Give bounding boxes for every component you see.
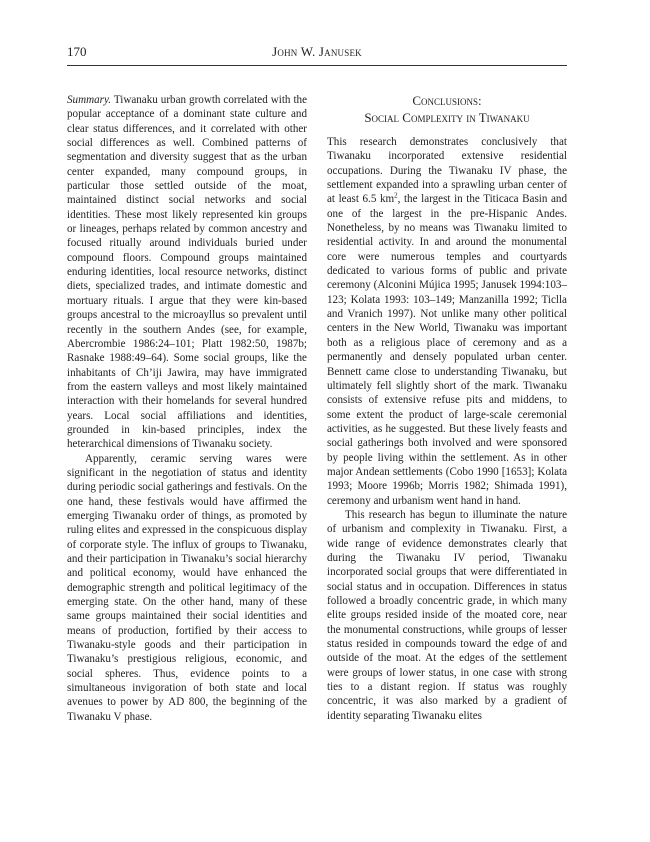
section-title: [327, 92, 567, 126]
left-column: [67, 93, 307, 724]
ceramic-text-1: Apparently, ceramic serving wares were significant in the negotiation of status and identity during periodic social gatherings and festivals. On the one hand, these festivals would have affirmed the emerging Tiwanaku order of things, as promoted by ruling elites and expressed in the conspicuous display of corporate style. The influx of groups to Tiwanaku, and their participation in Tiwanaku’s social hierarchy and political economy, would have enhanced the demographic strength and political legitimacy of the emerging state. On the other hand, many of these same groups maintained their social identities and means of production, fortified by their access to Tiwanaku-style goods and their participation in Tiwanaku’s prestigious religious, economic, and social spheres. Thus, evidence points to a simultaneous invigoration of both state and local avenues to power by: [67, 452, 307, 709]
section-title-line2: Social Complexity in Tiwanaku: [364, 110, 530, 125]
summary-paragraph: [67, 93, 307, 452]
conclusions-paragraph-2: This research has begun to illuminate the nature of urbanism and complexity in Tiwanaku. First, a wide range of evidence demonstrates clearly that during the Tiwanaku IV period, Tiwanaku incorporated social groups that were differentiated in social status and in occupation. Differences in status followed a broadly concentric grade, in which many elite groups resided inside of the moated core, near the monumental constructions, while groups of lesser status resided in compounds toward the edge of and outside of the moat. At the edges of the settlement were groups of lower status, in one case with strong ties to a distant region. If status was roughly concentric, it was also marked by a gradient of identity separating Tiwanaku elites: [327, 508, 567, 722]
conclusions-text-1a: This research demonstrates conclusively that Tiwanaku incorporated extensive residential occupations. During the Tiwanaku IV phase, the settlement expanded into a sprawling urban center of at least 6.5 km: [327, 136, 567, 206]
summary-label: Summary.: [67, 94, 112, 106]
running-head: John W. Janusek: [272, 44, 362, 59]
header-rule: [67, 65, 567, 66]
page-header: [67, 44, 567, 62]
ceramic-paragraph: [67, 452, 307, 725]
superscript-2: 2: [394, 191, 398, 200]
conclusions-text-1b: , the largest in the Titicaca Basin and one of the largest in the pre-Hispanic Andes. Nonetheless, by no means was Tiwanaku limited to residential activity. In and around the monumental core were numerous temples and courtyards dedicated to various forms of public and private ceremony (Alconini Mújica 1995; Janusek 1994:103–123; Kolata 1993: 103–149; Manzanilla 1992; Ticlla and Vranich 1997). Not unlike many other political centers in the New World, Tiwanaku was important both as a religious place of ceremony and as a permanently and densely populated urban center. Bennett came close to understanding Tiwanaku, but ultimately fell slightly short of the mark. Tiwanaku consists of extensive refuse pits and middens, to some extent the product of large-scale ceremonial activities, as he suggested. But these lively feasts and social gatherings both involved and were sponsored by people living within the settlement. As in other major Andean settlements (Cobo 1990 [1653]; Kolata 1993; Moore 1996b; Morris 1982; Shimada 1991), ceremony and urbanism went hand in hand.: [327, 193, 567, 507]
right-column: [327, 92, 567, 723]
page-number: 170: [67, 44, 87, 59]
conclusions-paragraph-1: [327, 135, 567, 508]
section-title-line1: Conclusions:: [412, 93, 482, 108]
era-label: AD: [168, 696, 185, 709]
ceramic-text-2: 800, the beginning of the Tiwanaku V phase.: [67, 696, 307, 723]
summary-text: Tiwanaku urban growth correlated with the popular acceptance of a dominant state culture and clear status differences, and it correlated with other social differences as well. Combined patterns of segmentation and diversity suggest that as the urban center expanded, many compound groups, in particular those settled outside of the moat, maintained distinct social networks and social identities. These most likely represented kin groups or lineages, perhaps related by common ancestry and focused ritually around individuals buried under compound floors. Compound groups maintained enduring identities, local resource networks, distinct diets, specialized trades, and intimate domestic and mortuary rituals. I argue that they were kin-based groups ancestral to the microayllus so prevalent until recently in the southern Andes (see, for example, Abercrombie 1986:24–101; Platt 1982:50, 1987b; Rasnake 1988:49–64). Some social groups, like the inhabitants of Ch’iji Jawira, may have immigrated from the eastern valleys and most likely maintained interaction with their homelands for several hundred years. Local social affiliations and identities, grounded in kin-based principles, index the heterarchical dimensions of Tiwanaku society.: [67, 94, 307, 451]
